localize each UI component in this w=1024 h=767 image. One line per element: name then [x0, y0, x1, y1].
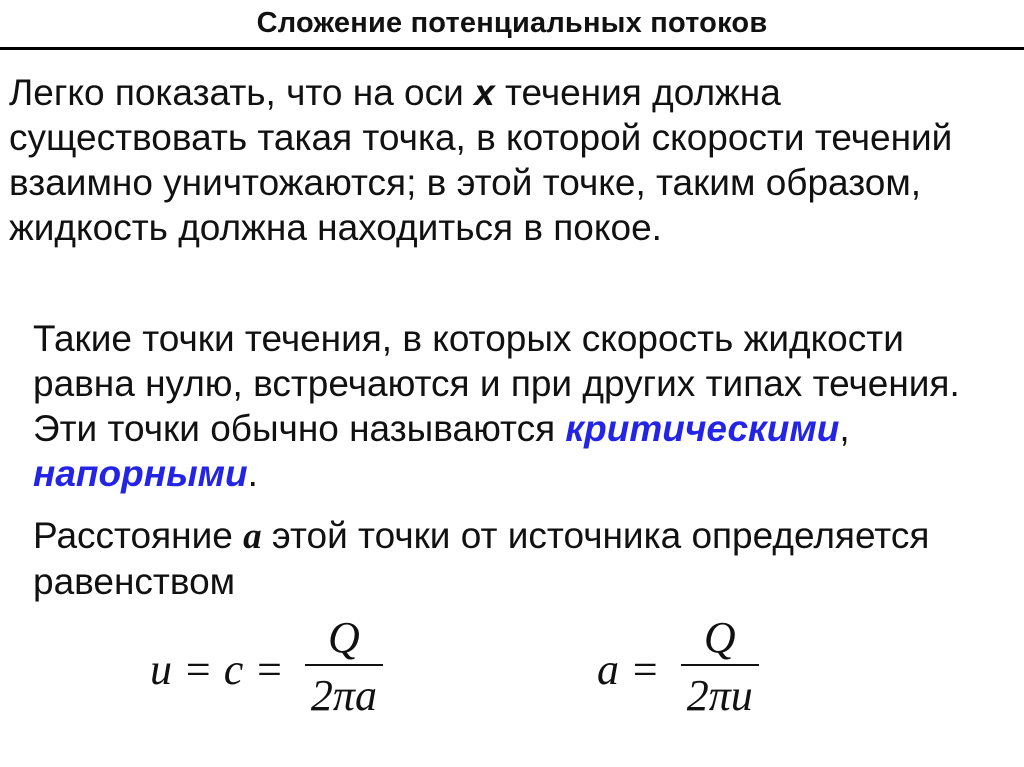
paragraph2-text: Такие точки течения, в которых скорость жидкости равна нулю, встречаются и при других типах течения. Эти точки обычно называются [33, 318, 960, 449]
paragraph-distance [33, 513, 1013, 604]
formula1-denominator: 2πa [310, 671, 377, 720]
term-pressure: напорными [33, 453, 248, 494]
paragraph-critical-point [9, 70, 1017, 250]
formula1-fraction [305, 612, 383, 726]
formula2-denominator: 2πu [686, 671, 753, 720]
paragraph-stagnation-points [33, 316, 1013, 496]
formula2-fraction [681, 612, 759, 726]
paragraph2-period: . [247, 453, 258, 494]
x-axis-symbol: x [474, 72, 495, 113]
paragraph3-text-start: Расстояние [33, 515, 244, 556]
term-critical: критическими [565, 408, 840, 449]
formula1-lhs: u = c = [150, 644, 295, 694]
slide-title: Сложение потенциальных потоков [256, 7, 768, 39]
title-underline [0, 47, 1024, 50]
formula2-numerator: Q [703, 613, 736, 662]
a-symbol: a [243, 516, 262, 557]
formula2-lhs: a = [597, 644, 671, 694]
formula-velocity [150, 612, 383, 726]
formula1-numerator: Q [328, 613, 360, 662]
paragraph3-text-end: этой точки от источника определяется равенством [33, 515, 930, 602]
paragraph1-text-end: течения должна существовать такая точка, в которой скорости течений взаимно уничтожаются; в этой точке, таким образом, жидкость должна находиться в покое. [9, 72, 953, 248]
paragraph1-text-start: Легко показать, что на оси [9, 72, 475, 113]
formula-distance [597, 612, 759, 726]
term-separator: , [839, 408, 850, 449]
